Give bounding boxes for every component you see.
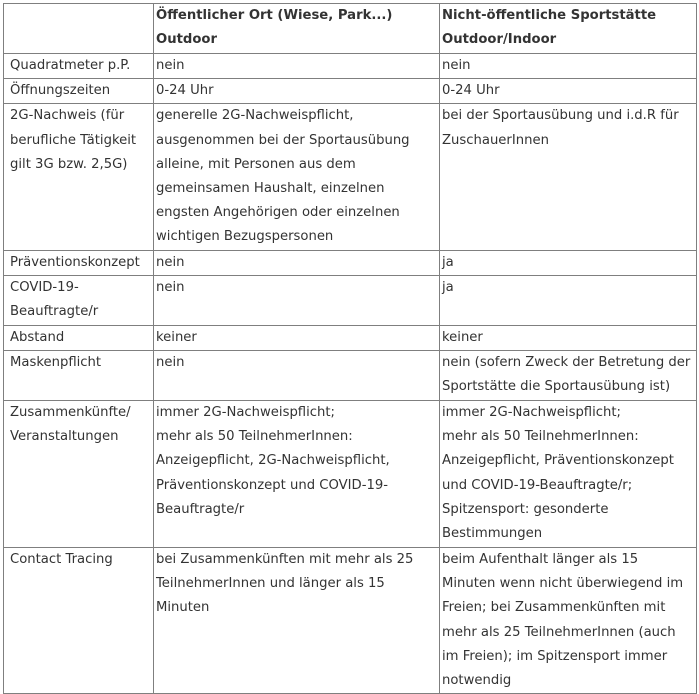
public-value: immer 2G-Nachweispflicht; mehr als 50 TeilnehmerInnen: Anzeigepflicht, 2G-Nachweispflicht, Präventionskonzept und COVID-19-Beauftragte/r bbox=[154, 401, 440, 548]
row-label: Quadratmeter p.P. bbox=[4, 54, 154, 79]
private-value: 0-24 Uhr bbox=[440, 79, 697, 104]
rules-table bbox=[3, 3, 697, 694]
private-value: nein (sofern Zweck der Betretung der Sportstätte die Sportausübung ist) bbox=[440, 351, 697, 401]
public-value: bei Zusammenkünften mit mehr als 25 TeilnehmerInnen und länger als 15 Minuten bbox=[154, 548, 440, 694]
row-label: Contact Tracing bbox=[4, 548, 154, 694]
row-label: Präventionskonzept bbox=[4, 250, 154, 275]
private-value: bei der Sportausübung und i.d.R für ZuschauerInnen bbox=[440, 104, 697, 250]
public-value: nein bbox=[154, 54, 440, 79]
header-private-sports-facility: Nicht-öffentliche Sportstätte Outdoor/Indoor bbox=[440, 4, 697, 54]
header-cell-empty bbox=[4, 4, 154, 54]
row-label: 2G-Nachweis (für berufliche Tätigkeit gilt 3G bzw. 2,5G) bbox=[4, 104, 154, 250]
private-value: keiner bbox=[440, 325, 697, 350]
row-label: COVID-19-Beauftragte/r bbox=[4, 275, 154, 325]
public-value: 0-24 Uhr bbox=[154, 79, 440, 104]
private-value: beim Aufenthalt länger als 15 Minuten wenn nicht überwiegend im Freien; bei Zusammenkünften mit mehr als 25 TeilnehmerInnen (auch im Freien); im Spitzensport immer notwendig bbox=[440, 548, 697, 694]
public-value: nein bbox=[154, 351, 440, 401]
table-row bbox=[4, 275, 697, 325]
table-row bbox=[4, 79, 697, 104]
public-value: nein bbox=[154, 275, 440, 325]
row-label: Abstand bbox=[4, 325, 154, 350]
public-value: nein bbox=[154, 250, 440, 275]
table-row bbox=[4, 325, 697, 350]
table-row bbox=[4, 401, 697, 548]
private-value: ja bbox=[440, 275, 697, 325]
row-label: Öffnungszeiten bbox=[4, 79, 154, 104]
row-label: Zusammenkünfte/ Veranstaltungen bbox=[4, 401, 154, 548]
header-public-place: Öffentlicher Ort (Wiese, Park...) Outdoor bbox=[154, 4, 440, 54]
table-header-row bbox=[4, 4, 697, 54]
private-value: ja bbox=[440, 250, 697, 275]
public-value: generelle 2G-Nachweispflicht, ausgenommen bei der Sportausübung alleine, mit Personen aus dem gemeinsamen Haushalt, einzelnen engsten Angehörigen oder einzelnen wichtigen Bezugspersonen bbox=[154, 104, 440, 250]
table-row bbox=[4, 548, 697, 694]
private-value: immer 2G-Nachweispflicht; mehr als 50 TeilnehmerInnen: Anzeigepflicht, Präventionskonzept und COVID-19-Beauftragte/r; Spitzensport: gesonderte Bestimmungen bbox=[440, 401, 697, 548]
public-value: keiner bbox=[154, 325, 440, 350]
private-value: nein bbox=[440, 54, 697, 79]
row-label: Maskenpflicht bbox=[4, 351, 154, 401]
table-row bbox=[4, 54, 697, 79]
table-row bbox=[4, 351, 697, 401]
table-row bbox=[4, 250, 697, 275]
table-row bbox=[4, 104, 697, 250]
